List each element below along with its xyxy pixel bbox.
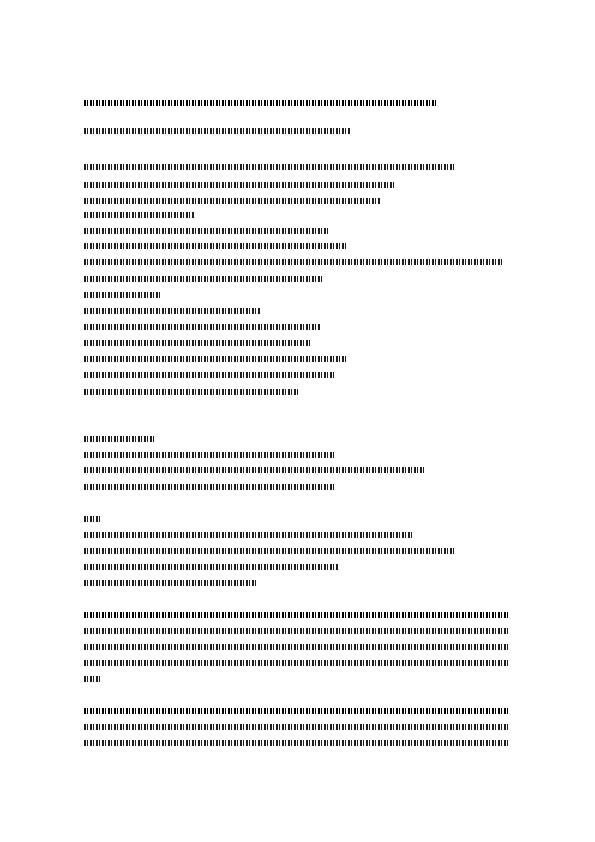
text-line [84,324,320,330]
text-line [84,164,456,170]
text-line [84,259,504,265]
text-line [84,660,508,666]
text-line [84,724,510,730]
text-line [84,276,322,282]
text-line [84,100,436,106]
text-line [84,708,508,714]
text-line [84,228,330,234]
text-line [84,740,510,746]
text-line [84,580,256,586]
text-line [84,548,456,554]
text-line [84,389,298,395]
text-line [84,467,424,473]
text-line [84,484,336,490]
text-line [84,308,260,314]
text-line [84,212,194,218]
text-line [84,436,154,442]
text-line [84,292,160,298]
text-line [84,452,336,458]
text-line [84,182,396,188]
text-line [84,532,414,538]
text-line [84,644,510,650]
text-line [84,372,334,378]
text-line [84,243,346,249]
text-line [84,128,350,134]
text-line [84,356,346,362]
text-line [84,340,310,346]
text-line [84,516,102,522]
text-line [84,676,102,682]
text-line [84,564,338,570]
text-line [84,628,508,634]
text-line [84,612,510,618]
text-line [84,198,380,204]
